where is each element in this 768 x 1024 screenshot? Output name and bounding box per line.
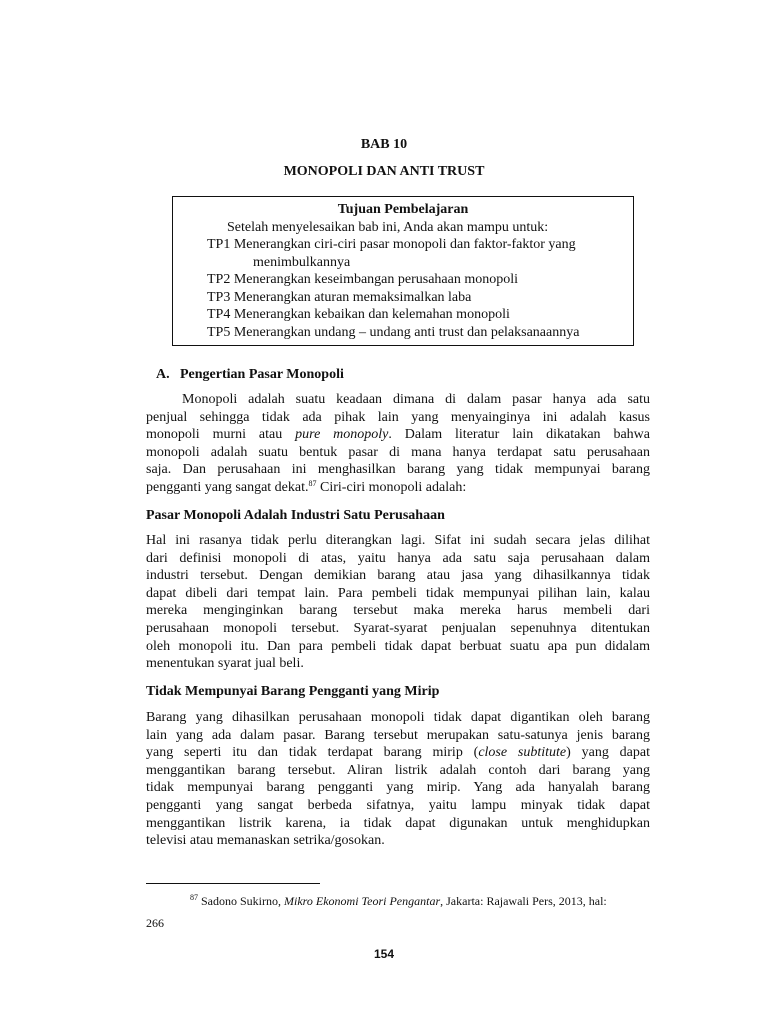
chapter-title: MONOPOLI DAN ANTI TRUST [283,164,485,179]
footnote-divider [146,883,320,884]
text-line: pengganti yang sangat berbeda sifatnya, yaitu lampu minyak tidak dapat [146,797,650,813]
text-line: industri tersebut. Dengan demikian barang atau jasa yang dihasilkannya tidak [146,568,650,584]
footnote-book-title: Mikro Ekonomi Teori Pengantar [284,894,441,908]
text-line: menggantikan barang tersebut. Aliran listrik adalah contoh dari barang yang [146,762,650,778]
section-heading [156,367,344,383]
text-line: monopoli murni atau pure monopoly. Dalam literatur lain dikatakan bahwa [146,427,650,443]
objective-item: TP4 Menerangkan kebaikan dan kelemahan monopoli [207,307,510,322]
paragraph-definition [146,391,650,497]
footnote-page: 266 [146,916,164,930]
text-line: penjual sehingga tidak ada pihak lain yang menyainginya ini adalah kasus [146,409,650,425]
text-line: menggantikan listrik karena, ia tidak dapat digunakan untuk menghidupkan [146,815,650,831]
italic-term: pure monopoly [295,427,389,443]
subsection-heading: Pasar Monopoli Adalah Industri Satu Perusahaan [146,508,445,523]
text-line: Monopoli adalah suatu keadaan dimana di dalam pasar hanya ada satu [182,392,650,407]
objectives-list [207,236,579,341]
text-line: oleh monopoli itu. Dan para pembeli tidak dapat berbuat suatu apa pun didalam [146,638,650,654]
objectives-intro: Setelah menyelesaikan bab ini, Anda akan mampu untuk: [227,220,549,235]
text-line: mereka menginginkan barang tersebut maka mereka harus membeli dari [146,603,650,619]
objective-item: TP1 Menerangkan ciri-ciri pasar monopoli dan faktor-faktor yang [207,237,576,252]
objective-item-continuation: menimbulkannya [253,254,351,270]
text-line: menentukan syarat jual beli. [146,656,304,672]
text-line: dari definisi monopoli di atas, yaitu hanya ada satu saja perusahaan dalam [146,550,650,566]
text-line: perusahaan monopoli tersebut. Syarat-syarat penjualan sepenuhnya ditentukan [146,620,650,636]
text-line: pengganti yang sangat dekat.$^{87}$ Ciri-ciri monopoli adalah: [146,478,467,495]
page-number: 154 [373,947,395,961]
text-line: monopoli adalah suatu bentuk pasar di mana hanya terdapat satu perusahaan [146,444,650,460]
footnote [146,890,650,934]
learning-objectives-box [172,196,634,346]
text-line: televisi atau memanaskan setrika/gosokan. [146,833,385,849]
objective-item: TP2 Menerangkan keseimbangan perusahaan monopoli [207,272,519,287]
subsection-heading: Tidak Mempunyai Barang Pengganti yang Mirip [146,684,440,699]
text-line: dapat dibeli dari tempat lain. Para pembeli tidak mempunyai pilihan lain, kalau [146,585,650,601]
section-marker: A. [156,367,170,382]
paragraph-single-firm [146,532,650,673]
text-line: lain yang ada dalam pasar. Barang tersebut merupakan satu-satunya jenis barang [146,727,650,743]
objective-item: TP3 Menerangkan aturan memaksimalkan laba [207,289,472,305]
text-line: yang seperti itu dan tidak terdapat barang mirip (close subtitute) yang dapat [146,745,650,761]
text-line: tidak mempunyai barang pengganti yang mirip. Yang ada hanyalah barang [146,780,650,796]
footnote-text: $^{87}$ Sadono Sukirno, Mikro Ekonomi Teori Pengantar, Jakarta: Rajawali Pers, 2013, hal: [190,893,607,908]
text-line: Barang yang dihasilkan perusahaan monopoli tidak dapat digantikan oleh barang [146,710,650,725]
text-line: Hal ini rasanya tidak perlu diterangkan lagi. Sifat ini sudah secara jelas dilihat [146,533,650,548]
objective-item: TP5 Menerangkan undang – undang anti trust dan pelaksanaannya [207,324,580,340]
paragraph-no-substitute [146,709,650,850]
footnote-reference: 87 [308,478,317,488]
chapter-number: BAB 10 [360,137,408,152]
objectives-heading: Tujuan Pembelajaran [337,202,469,217]
section-title: Pengertian Pasar Monopoli [180,367,344,382]
italic-term: close subtitute [478,745,567,761]
text-line: saja. Dan perusahaan ini menghasilkan barang yang tidak mempunyai barang [146,462,650,478]
footnote-number: 87 [190,893,198,902]
